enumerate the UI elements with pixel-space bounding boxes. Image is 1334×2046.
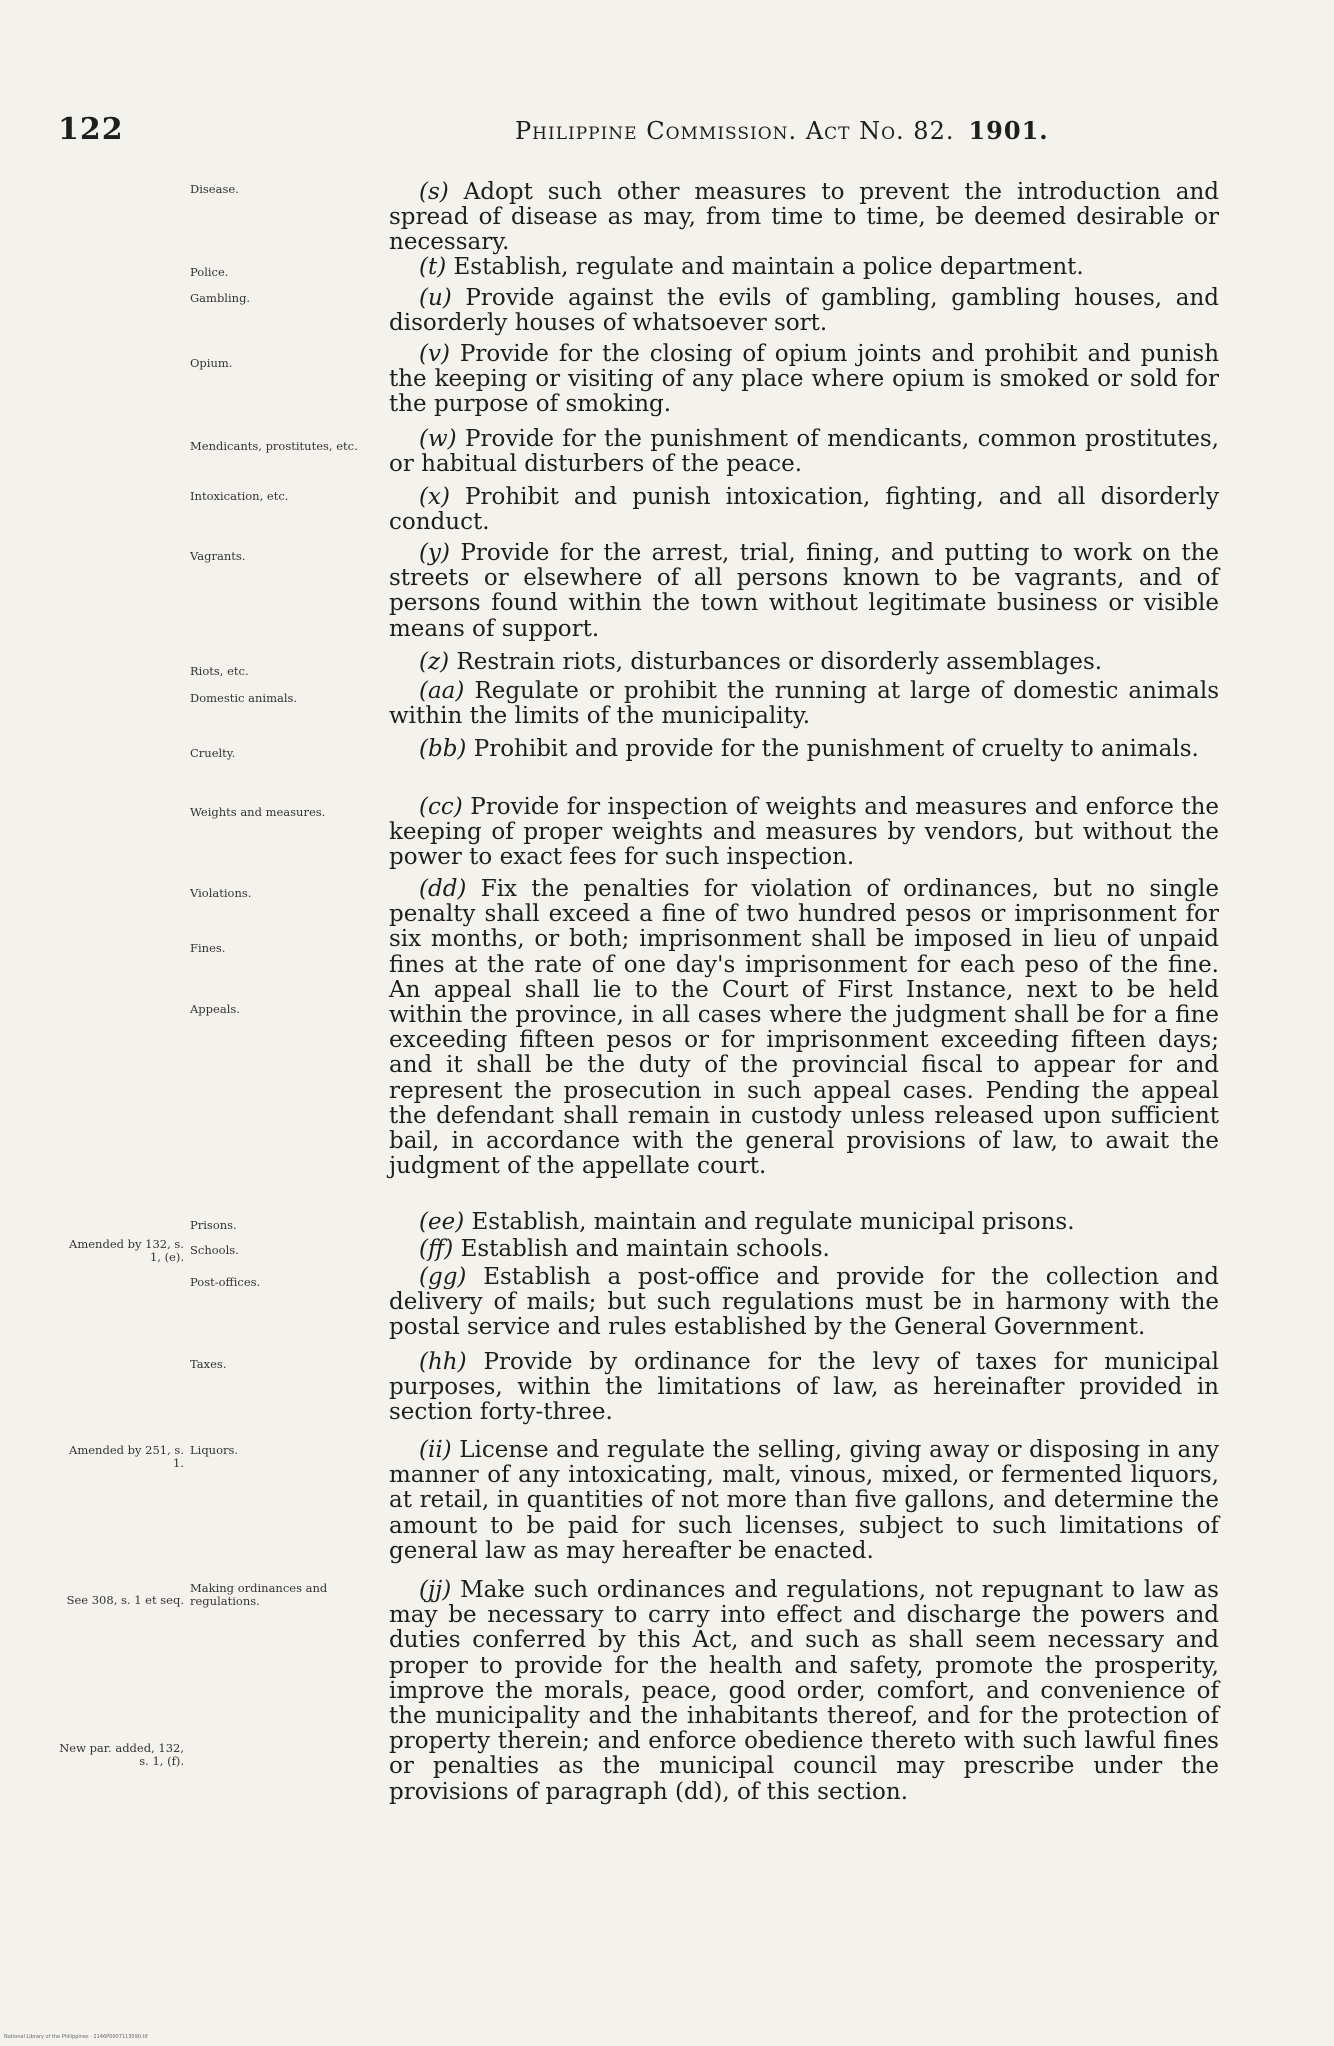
side-note-police: Police. [190, 265, 229, 279]
paragraph-v [389, 342, 1219, 418]
paragraph-label: (z) [419, 649, 450, 675]
paragraph-cc [389, 795, 1219, 871]
paragraph-t [389, 255, 1219, 280]
paragraph-label: (jj) [419, 1577, 452, 1603]
side-note-domestic-animals: Domestic animals. [190, 691, 298, 705]
side-note-cruelty: Cruelty. [190, 746, 236, 760]
paragraph-label: (t) [419, 254, 447, 280]
paragraph-label: (bb) [419, 736, 467, 762]
paragraph-text: Establish, regulate and maintain a police department. [453, 254, 1084, 280]
paragraph-label: (u) [419, 285, 452, 311]
paragraph-label: (x) [419, 484, 450, 510]
side-note-appeals: Appeals. [190, 1002, 240, 1016]
side-note-violations: Violations. [190, 886, 252, 900]
running-head-title: Philippine Commission. Act No. 82. [515, 117, 955, 145]
paragraph-label: (v) [419, 341, 450, 367]
paragraph-text: Fix the penalties for violation of ordinances, but no single penalty shall exceed a fine of two hundred pesos or imprisonment for six months, or both; imprisonment shall be imposed in lieu of unpaid fines at the rate of one day's imprisonment for each peso of the fine. An appeal shall lie to the Court of First Instance, next to be held within the province, in all cases where the judgment shall be for a fine exceeding fifteen pesos or for imprisonment exceeding fifteen days; and it shall be the duty of the provincial fiscal to appear for and represent the prosecution in such appeal cases. Pending the appeal the defendant shall remain in custody unless released upon sufficient bail, in accordance with the general provisions of law, to await the judgment of the appellate court. [389, 876, 1220, 1180]
paragraph-jj [389, 1578, 1219, 1805]
side-note-liquors: Liquors. [190, 1443, 239, 1457]
side-note-vagrants: Vagrants. [190, 549, 246, 563]
paragraph-ii [389, 1438, 1219, 1564]
paragraph-s [389, 180, 1219, 256]
paragraph-z [389, 650, 1219, 675]
side-note-making-ordinances: Making ordinances and regulations. [190, 1581, 328, 1608]
paragraph-text: Provide for the arrest, trial, fining, and putting to work on the streets or elsewhere of all persons known to be vagrants, and of persons found within the town without legitimate business or visible means of support. [389, 540, 1219, 642]
amendment-note-new-par: New par. added, 132, s. 1, (f). [59, 1741, 184, 1768]
paragraph-label: (ff) [419, 1236, 454, 1262]
paragraph-label: (aa) [419, 678, 465, 704]
paragraph-ee [389, 1210, 1219, 1235]
page-number: 122 [58, 112, 124, 147]
paragraph-text: Prohibit and provide for the punishment of cruelty to animals. [473, 736, 1199, 762]
paragraph-text: Provide for inspection of weights and measures and enforce the keeping of proper weights and measures by vendors, but without the power to exact fees for such inspection. [389, 794, 1219, 871]
paragraph-text: Provide by ordinance for the levy of taxes for municipal purposes, within the limitations of law, as hereinafter provided in section forty-three. [389, 1349, 1220, 1426]
side-note-post-offices: Post-offices. [190, 1275, 261, 1289]
amendment-note-308: See 308, s. 1 et seq. [66, 1593, 184, 1607]
paragraph-label: (s) [419, 179, 449, 205]
paragraph-label: (dd) [419, 876, 467, 902]
scan-footer: National Library of the Philippines · 2146P0007113090.tif [4, 2034, 148, 2040]
paragraph-text: Adopt such other measures to prevent the introduction and spread of disease as may, from time to time, be deemed desirable or necessary. [389, 179, 1220, 256]
amendment-note-251: Amended by 251, s. 1. [69, 1443, 184, 1470]
paragraph-text: Establish a post-office and provide for the collection and delivery of mails; but such regulations must be in harmony with the postal service and rules established by the General Government. [389, 1264, 1220, 1341]
paragraph-text: Prohibit and punish intoxication, fighting, and all disorderly conduct. [389, 484, 1220, 536]
paragraph-text: Make such ordinances and regulations, not repugnant to law as may be necessary to carry into effect and discharge the powers and duties conferred by this Act, and such as shall seem necessary and proper to provide for the health and safety, promote the prosperity, improve the morals, peace, good order, comfort, and convenience of the municipality and the inhabitants thereof, and for the protection of property therein; and enforce obedience thereto with such lawful fines or penalties as the municipal council may prescribe under the provisions of paragraph (dd), of this section. [389, 1577, 1219, 1805]
paragraph-bb [389, 737, 1219, 762]
paragraph-ff [389, 1237, 1219, 1262]
side-note-disease: Disease. [190, 182, 239, 196]
paragraph-y [389, 541, 1219, 642]
side-note-mendicants: Mendicants, prostitutes, etc. [190, 439, 358, 453]
running-head-year: 1901. [968, 116, 1049, 145]
paragraph-text: License and regulate the selling, giving away or disposing in any manner of any intoxicating, malt, vinous, mixed, or fermented liquors, at retail, in quantities of not more than five gallons, and determine the amount to be paid for such licenses, subject to such limitations of general law as may hereafter be enacted. [389, 1437, 1219, 1564]
paragraph-text: Establish and maintain schools. [460, 1236, 830, 1262]
paragraph-label: (w) [419, 426, 457, 452]
paragraph-dd [389, 877, 1219, 1179]
side-note-prisons: Prisons. [190, 1218, 237, 1232]
side-note-intoxication: Intoxication, etc. [190, 489, 289, 503]
paragraph-label: (ee) [419, 1209, 465, 1235]
paragraph-label: (cc) [419, 794, 463, 820]
side-note-taxes: Taxes. [190, 1357, 227, 1371]
paragraph-text: Provide for the punishment of mendicants, common prostitutes, or habitual disturbers of the peace. [389, 426, 1219, 478]
paragraph-label: (y) [419, 540, 450, 566]
paragraph-text: Establish, maintain and regulate municipal prisons. [471, 1209, 1075, 1235]
amendment-note-132: Amended by 132, s. 1, (e). [69, 1237, 184, 1264]
side-note-fines: Fines. [190, 941, 226, 955]
paragraph-gg [389, 1265, 1219, 1341]
paragraph-label: (ii) [419, 1437, 452, 1463]
side-note-weights-measures: Weights and measures. [190, 805, 326, 819]
paragraph-w [389, 427, 1219, 477]
paragraph-text: Provide for the closing of opium joints and prohibit and punish the keeping or visiting of any place where opium is smoked or sold for the purpose of smoking. [389, 341, 1220, 418]
side-note-gambling: Gambling. [190, 291, 251, 305]
paragraph-text: Restrain riots, disturbances or disorderly assemblages. [456, 649, 1103, 675]
paragraph-aa [389, 679, 1219, 729]
paragraph-label: (gg) [419, 1264, 467, 1290]
running-head [515, 116, 1049, 145]
paragraph-text: Provide against the evils of gambling, gambling houses, and disorderly houses of whatsoever sort. [389, 285, 1219, 337]
side-note-opium: Opium. [190, 356, 233, 370]
paragraph-x [389, 485, 1219, 535]
side-note-schools: Schools. [190, 1243, 239, 1257]
paragraph-u [389, 286, 1219, 336]
side-note-riots: Riots, etc. [190, 664, 249, 678]
paragraph-hh [389, 1350, 1219, 1426]
paragraph-text: Regulate or prohibit the running at large of domestic animals within the limits of the municipality. [389, 678, 1219, 730]
paragraph-label: (hh) [419, 1349, 467, 1375]
